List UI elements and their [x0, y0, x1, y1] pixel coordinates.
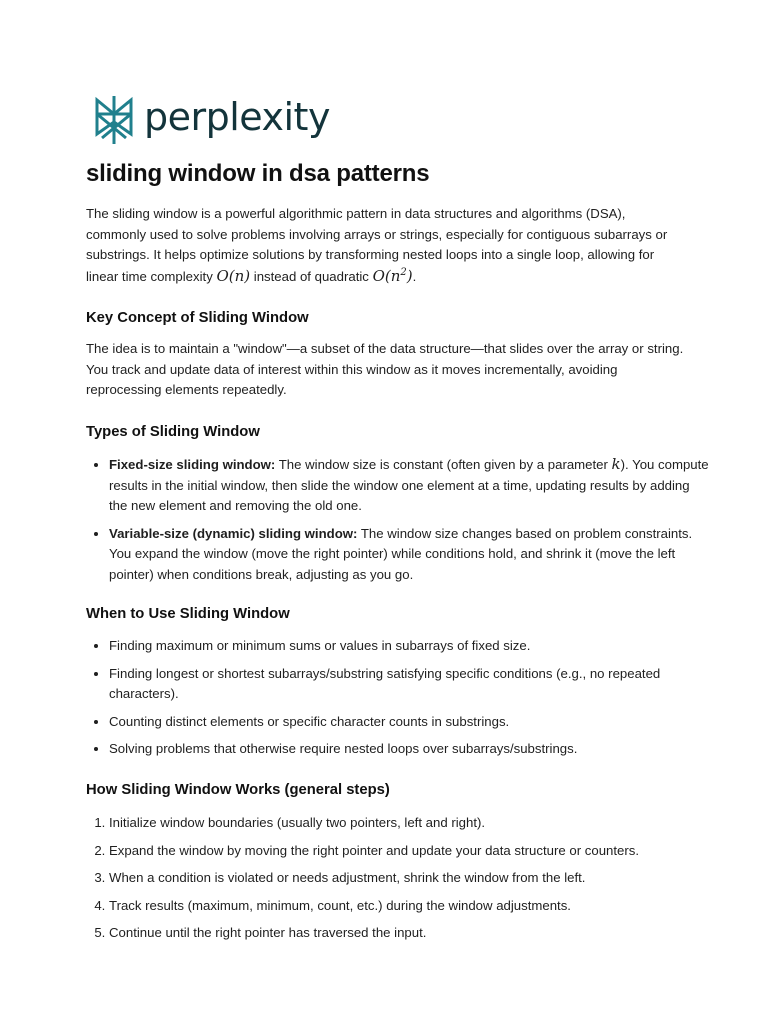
when-list	[86, 636, 709, 767]
math-quadratic-close: )	[406, 266, 413, 285]
type-text: The window size changes based on problem constraints. You expand the window (move the right pointer) while conditions hold, and shrink it (move the left pointer) when conditions break, adjusting as you go.	[109, 525, 693, 582]
type-text: ). You compute results in the initial window, then slide the window one element at a time, updating results by adding the new element and removing the old one.	[109, 457, 709, 513]
list-item	[109, 454, 709, 517]
key-concept-paragraph: The idea is to maintain a "window"—a subset of the data structure—that slides over the array or string. You track and update data of interest within this window as it moves incrementally, avoiding reprocessing elements repeatedly.	[86, 341, 684, 397]
section-heading-types: Types of Sliding Window	[86, 424, 260, 440]
page-title: sliding window in dsa patterns	[86, 160, 430, 187]
intro-paragraph	[86, 204, 686, 287]
math-quadratic-exp: 2	[400, 266, 407, 278]
math-k: k	[611, 455, 621, 473]
list-item: 5. Continue until the right pointer has traversed the input.	[109, 923, 709, 944]
list-item: 1. Initialize window boundaries (usually two pointers, left and right).	[109, 813, 709, 834]
perplexity-logo-icon	[93, 94, 135, 146]
section-heading-key-concept: Key Concept of Sliding Window	[86, 310, 309, 326]
list-item	[109, 524, 709, 586]
list-item: 4. Track results (maximum, minimum, count, etc.) during the window adjustments.	[109, 896, 709, 917]
list-item: • Solving problems that otherwise require nested loops over subarrays/substrings.	[109, 739, 709, 760]
perplexity-logo	[93, 92, 330, 148]
brand-name: perplexity	[144, 95, 330, 139]
list-item: • Counting distinct elements or specific character counts in substrings.	[109, 712, 709, 733]
type-text: The window size is constant (often given by a parameter	[275, 457, 612, 472]
math-linear: O(n)	[216, 266, 251, 285]
type-label: Variable-size (dynamic) sliding window:	[109, 525, 358, 541]
list-item: • Finding longest or shortest subarrays/substring satisfying specific conditions (e.g., no repeated characters).	[109, 664, 709, 705]
section-heading-when: When to Use Sliding Window	[86, 606, 290, 622]
type-label: Fixed-size sliding window:	[109, 457, 276, 472]
section-heading-how: How Sliding Window Works (general steps)	[86, 782, 390, 798]
math-quadratic-base: O(n	[372, 266, 401, 285]
list-item: • Finding maximum or minimum sums or values in subarrays of fixed size.	[109, 636, 709, 657]
math-quadratic	[373, 267, 413, 285]
intro-text-2: instead of quadratic	[250, 268, 373, 284]
how-list	[86, 813, 709, 951]
types-list	[86, 454, 709, 592]
intro-text-3: .	[412, 268, 417, 284]
list-item: 2. Expand the window by moving the right pointer and update your data structure or counters.	[109, 841, 709, 862]
list-item: 3. When a condition is violated or needs adjustment, shrink the window from the left.	[109, 868, 709, 889]
intro-text-1: The sliding window is a powerful algorithmic pattern in data structures and algorithms (DSA), commonly used to solve problems involving arrays or strings, especially for contiguous subarrays or substrings. It helps optimize solutions by transforming nested loops into a single loop, allowing for linear time complexity	[86, 206, 668, 284]
